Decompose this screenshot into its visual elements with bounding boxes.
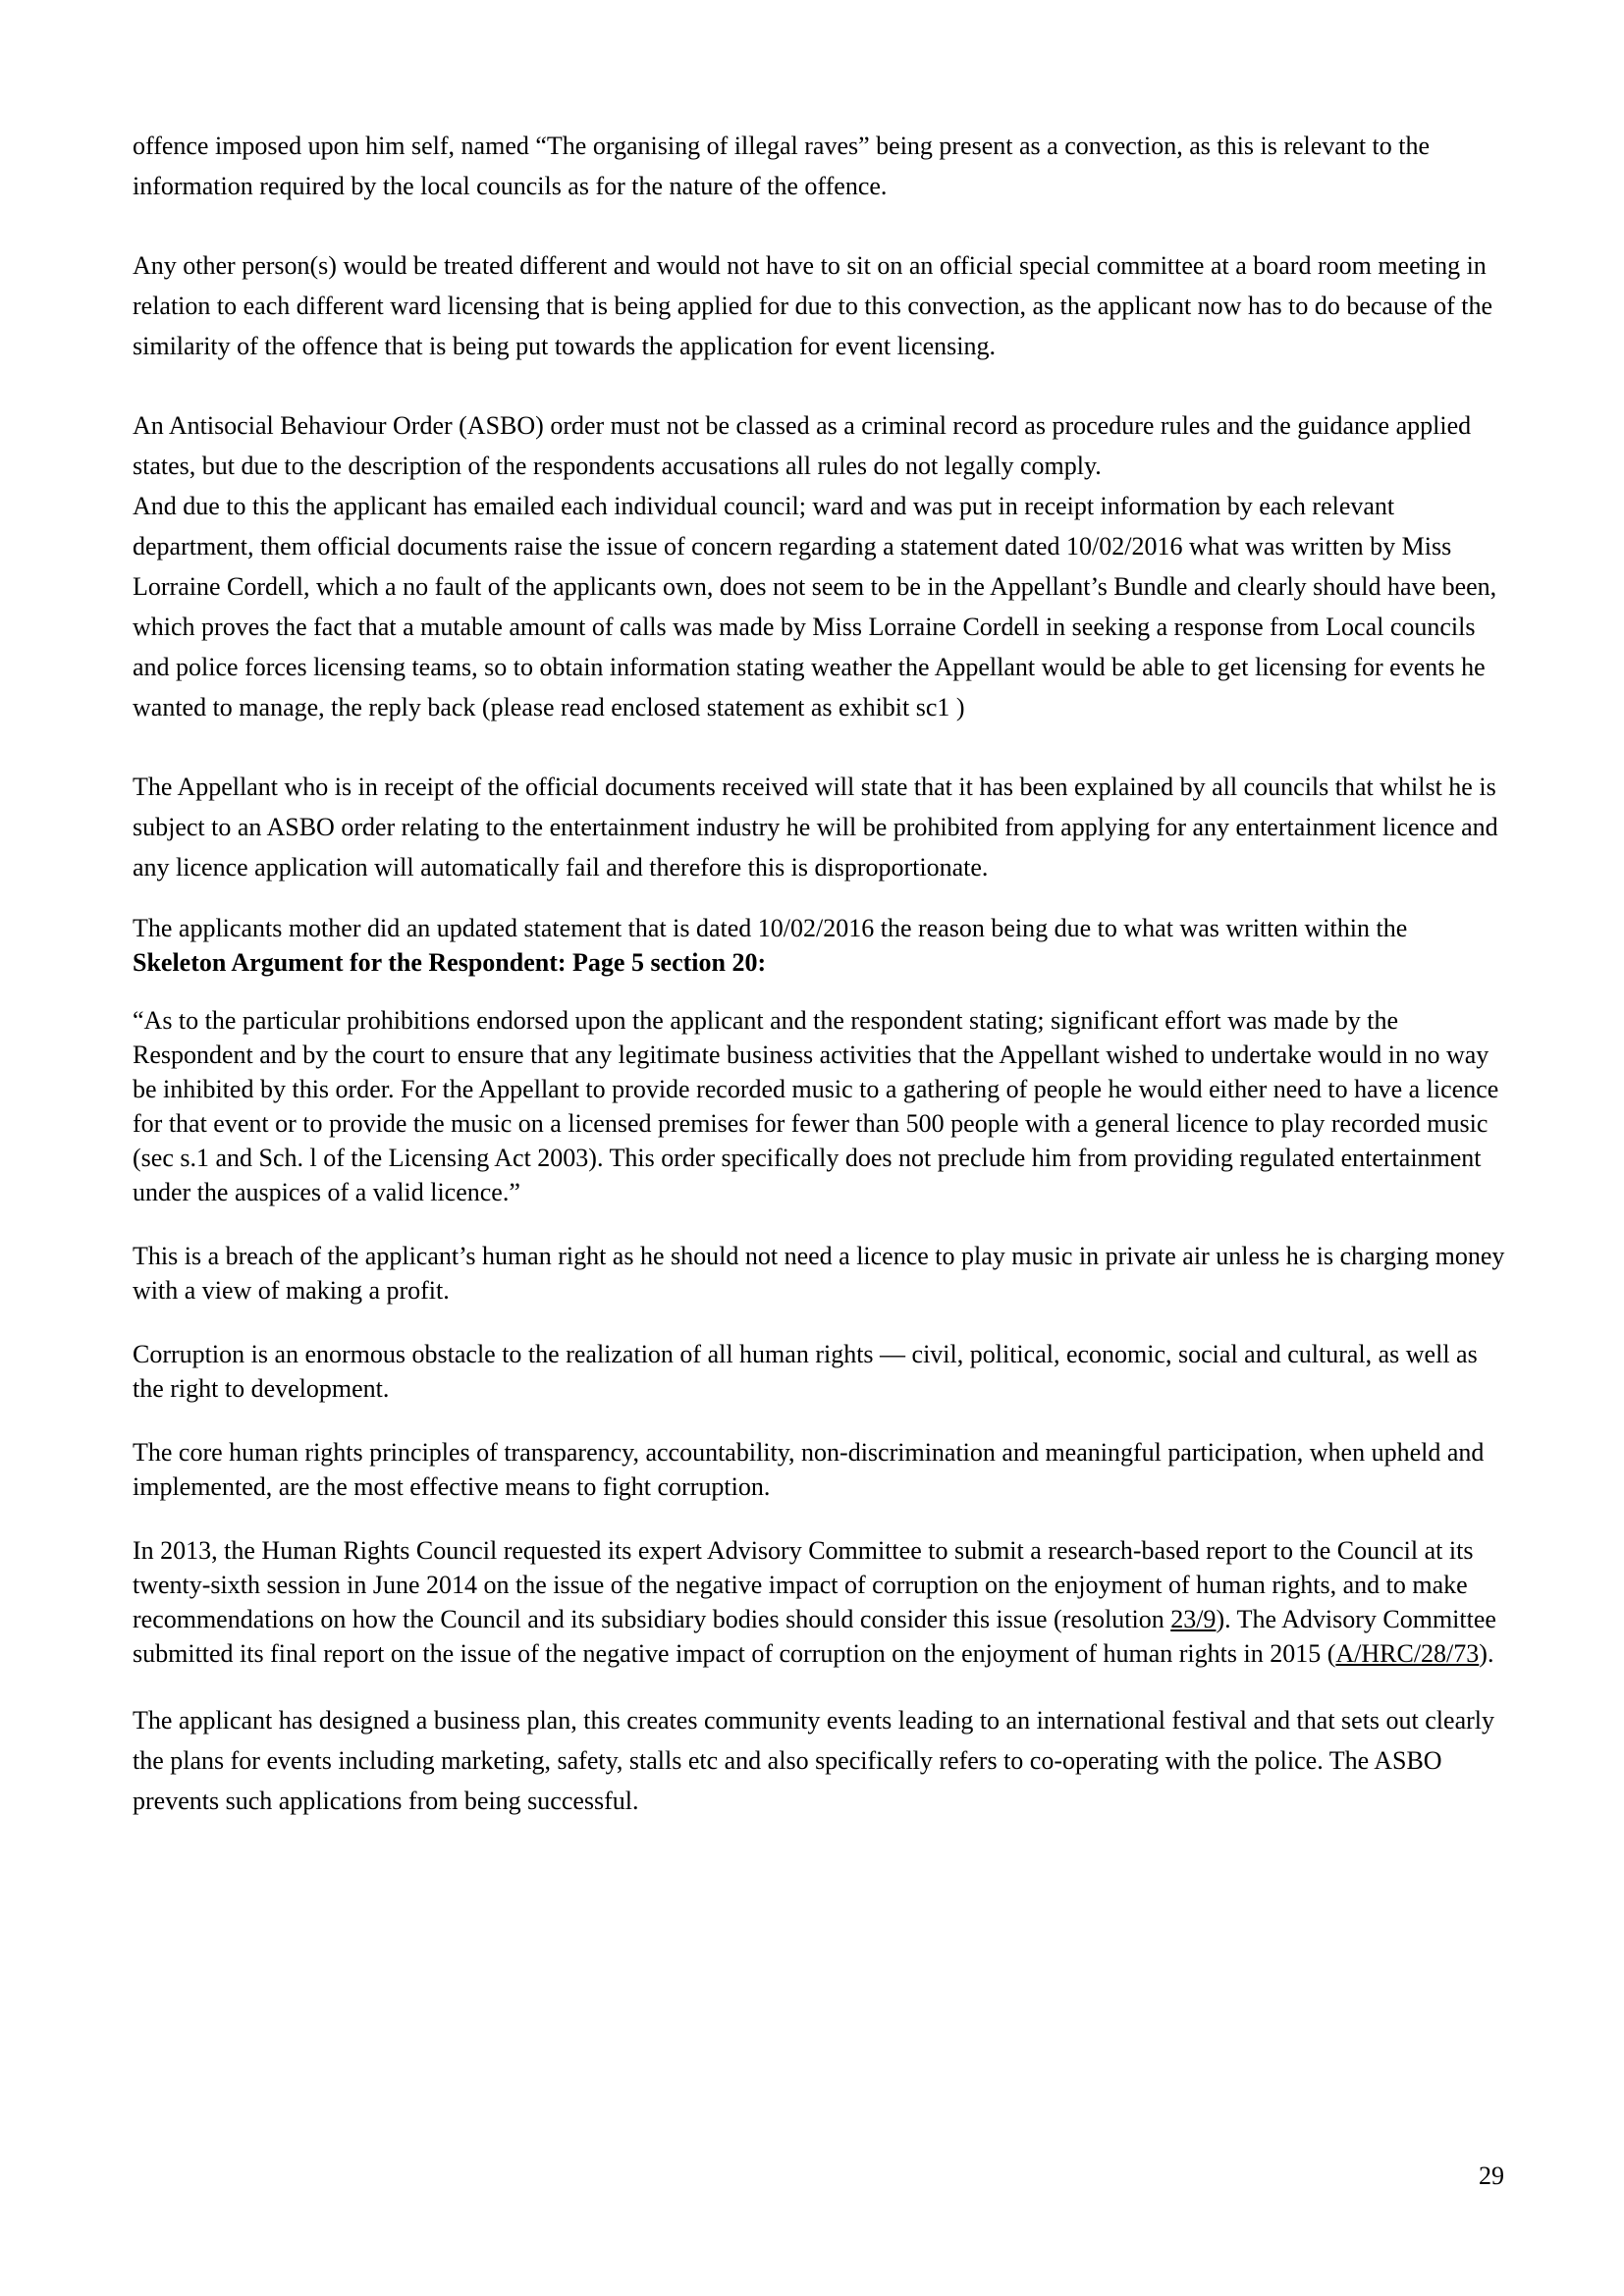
paragraph-appellant-documents: The Appellant who is in receipt of the official documents received will state that it has been explained by all councils that whilst he is subject to an ASBO order relating to the entertainment industry he will be prohibited from applying for any entertainment licence and any licence application will automatically fail and therefore this is disproportionate. bbox=[133, 773, 1498, 881]
page-number: 29 bbox=[1479, 2162, 1504, 2190]
paragraph-business-plan: The applicant has designed a business plan, this creates community events leading to an international festival and that sets out clearly the plans for events including marketing, safety, stalls etc and also specifically refers to co-operating with the police. The ASBO prevents such applications from being successful. bbox=[133, 1706, 1494, 1815]
hrc-text-part-3: ). bbox=[1479, 1639, 1494, 1668]
skeleton-argument-reference: Skeleton Argument for the Respondent: Page 5 section 20: bbox=[133, 948, 767, 977]
paragraph-mother-statement bbox=[133, 911, 1507, 980]
paragraph-human-rights-council bbox=[133, 1533, 1507, 1671]
report-link[interactable]: A/HRC/28/73 bbox=[1335, 1639, 1480, 1668]
paragraph-mother-statement-text: The applicants mother did an updated statement that is dated 10/02/2016 the reason being due to what was written within the bbox=[133, 914, 1408, 942]
paragraph-human-right-breach: This is a breach of the applicant’s human right as he should not need a licence to play music in private air unless he is charging money with a view of making a profit. bbox=[133, 1242, 1505, 1305]
hrc-text-part-1: In 2013, the Human Rights Council requested its expert Advisory Committee to submit a research-based report to the Council at its twenty-sixth session in June 2014 on the issue of the negative impact of corruption on the enjoyment of human rights, and to make recommendations on how the Council and its subsidiary bodies should consider this issue (resolution bbox=[133, 1536, 1474, 1633]
hrc-text-part-2: ). The Advisory Committee submitted its final report on the issue of the negative impact of corruption on the enjoyment of human rights in 2015 ( bbox=[133, 1605, 1496, 1668]
paragraph-offence-nature: offence imposed upon him self, named “The organising of illegal raves” being present as a convection, as this is relevant to the information required by the local councils as for the nature of the offence. bbox=[133, 132, 1431, 200]
paragraph-quoted-prohibitions: “As to the particular prohibitions endorsed upon the applicant and the respondent stating; significant effort was made by the Respondent and by the court to ensure that any legitimate business activities that the Appellant wished to undertake would in no way be inhibited by this order. For the Appellant to provide recorded music to a gathering of people he would either need to have a licence for that event or to provide the music on a licensed premises for fewer than 500 people with a general licence to play recorded music (sec s.1 and Sch. l of the Licensing Act 2003). This order specifically does not preclude him from providing regulated entertainment under the auspices of a valid licence.” bbox=[133, 1006, 1499, 1206]
resolution-link[interactable]: 23/9 bbox=[1170, 1605, 1217, 1633]
paragraph-asbo-record: An Antisocial Behaviour Order (ASBO) order must not be classed as a criminal record as procedure rules and the guidance applied states, but due to the description of the respondents accusations all rules do not legally comply. bbox=[133, 411, 1472, 480]
paragraph-corruption-obstacle: Corruption is an enormous obstacle to the realization of all human rights — civil, political, economic, social and cultural, as well as the right to development. bbox=[133, 1340, 1478, 1403]
paragraph-council-emails: And due to this the applicant has emailed each individual council; ward and was put in receipt information by each relevant department, them official documents raise the issue of concern regarding a statement dated 10/02/2016 what was written by Miss Lorraine Cordell, which a no fault of the applicants own, does not seem to be in the Appellant’s Bundle and clearly should have been, which proves the fact that a mutable amount of calls was made by Miss Lorraine Cordell in seeking a response from Local councils and police forces licensing teams, so to obtain information stating weather the Appellant would be able to get licensing for events he wanted to manage, the reply back (please read enclosed statement as exhibit sc1 ) bbox=[133, 492, 1497, 721]
document-body bbox=[133, 126, 1507, 1821]
paragraph-committee-treatment: Any other person(s) would be treated different and would not have to sit on an official special committee at a board room meeting in relation to each different ward licensing that is being applied for due to this convection, as the applicant now has to do because of the similarity of the offence that is being put towards the application for event licensing. bbox=[133, 251, 1493, 360]
paragraph-core-principles: The core human rights principles of transparency, accountability, non-discrimination and meaningful participation, when upheld and implemented, are the most effective means to fight corruption. bbox=[133, 1438, 1485, 1501]
